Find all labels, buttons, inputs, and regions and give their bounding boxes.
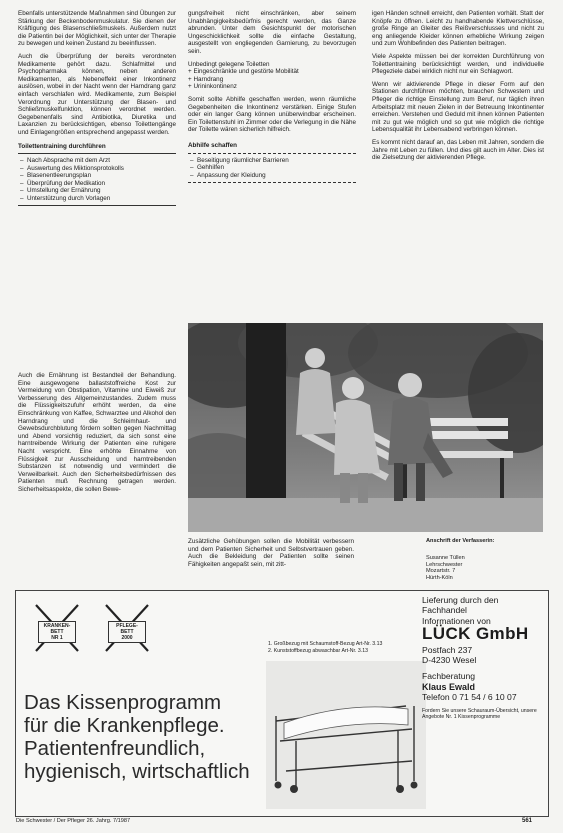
ad-badge-sub: NR 1 xyxy=(51,635,63,641)
divider xyxy=(18,153,176,154)
list-item: – Nach Absprache mit dem Arzt xyxy=(20,157,176,165)
paragraph: Auch die Ernährung ist Bestandteil der Behandlung. Eine ausgewogene ballaststoffreiche Kost zur Vermeidung von Obstipation, Vitamine und Eiweiß zur Verbesserung des Allgemeinzustandes. Zudem muss die Flüssigkeitszufuhr erhöht werden, da eine Einschränkung von Kaffee, Schwarztee und Alkohol den Harndrang und die Schleimhaut- und Gewebsdurchblutung fördern sollten gegen Nachmittag und Abend vorsichtig reduziert, da sich sonst eine harntreibende Wirkung der Patienten eine ruhigere Nacht verspricht. Eine erhöhte Einnahme von Flüssigkeit zur Ausscheidung und harntreibenden Substanzen ist notwendig und vermindert die Verweilbarkeit. Auch den Sicherheitsbedürfnissen des Patienten muß Rechnung getragen werden. Sicherheitsaspekte, die sollen Bewe- xyxy=(18,372,176,493)
bullet-list xyxy=(188,157,356,180)
advertisement xyxy=(15,590,549,817)
plus-item-text: Urininkontinenz xyxy=(193,83,237,91)
phone-number: Telefon 0 71 54 / 6 10 07 xyxy=(422,692,517,703)
ad-line: Fachhandel xyxy=(422,605,467,616)
plus-item: + Eingeschränkte und gestörte Mobilität xyxy=(188,68,299,76)
ad-headline xyxy=(24,691,286,783)
plus-item: + Urininkontinenz xyxy=(188,83,237,91)
ad-variant: 2. Kunststoffbezug abwaschbar Art-Nr. 3.13 xyxy=(268,647,368,654)
ad-badge xyxy=(108,621,146,643)
contact-name: Klaus Ewald xyxy=(422,681,476,692)
ad-badge-sub: 2000 xyxy=(121,635,133,641)
ad-headline-line: hygienisch, wirtschaftlich xyxy=(24,760,250,783)
bed-icon xyxy=(266,661,426,809)
journal-reference: Die Schwester / Der Pfleger 26. Jahrg. 7/1987 xyxy=(16,818,131,824)
section-heading: Toilettentraining durchführen xyxy=(18,142,106,150)
park-bench-photo xyxy=(188,323,543,532)
address-line: D-4230 Wesel xyxy=(422,655,477,666)
divider xyxy=(188,153,356,154)
section-heading: Abhilfe schaffen xyxy=(188,141,237,149)
hospital-bed-illustration xyxy=(266,661,426,809)
author-line: Lehrschwester xyxy=(426,561,463,568)
ad-contact-panel xyxy=(422,595,546,720)
paragraph: Ebenfalls unterstützende Maßnahmen sind Übungen zur Stärkung der Beckenbodenmuskulatur. Sie dienen der Kräftigung des Blasenschließmuskels. Außerdem nutzt die Patientin bei der Möglichkeit, sich unter der Therapie zu bewegen und keinen Zustand zu beeinflussen. xyxy=(18,10,176,48)
ad-line: Lieferung durch den xyxy=(422,595,499,605)
photo-caption: Zusätzliche Gehübungen sollen die Mobilität verbessern und dem Patienten Sicherheit und Selbstvertrauen geben. Auch die Bekleidung der Patienten sollte seinen Fähigkeiten angepaßt sein, mit zitt- xyxy=(188,538,354,568)
plus-item-text: Eingeschränkte und gestörte Mobilität xyxy=(193,68,299,76)
column-1-bottom xyxy=(18,372,176,499)
column-3 xyxy=(372,10,544,167)
column-1 xyxy=(18,10,176,209)
ad-headline-line: für die Krankenpflege. xyxy=(24,714,225,737)
ad-badge-text: PFLEGE-BETT xyxy=(116,623,138,635)
author-address xyxy=(426,538,544,582)
ad-headline-line: Das Kissenprogramm xyxy=(24,691,222,714)
paragraph: Somit sollte Abhilfe geschaffen werden, wenn räumliche Gegebenheiten die Inkontinenz verstärken. Einige Stufen oder ein langer Gang können unüberwindbar erscheinen. Ein Toilettenstuhl im Zimmer oder die Verlegung in die Nähe der Toilette wären sicherlich hilfreich. xyxy=(188,95,356,134)
bullet-list xyxy=(18,157,176,203)
list-item: – Umstellung der Ernährung xyxy=(20,187,176,195)
column-2 xyxy=(188,10,356,186)
ad-fine-print: Fordern Sie unsere Schauraum-Übersicht, unsere Angebote Nr. 1 Kissenprogramme xyxy=(422,707,537,721)
address-line: Postfach 237 xyxy=(422,644,473,655)
list-item: – Überprüfung der Medikation xyxy=(20,180,176,188)
list-item: – Anpassung der Kleidung xyxy=(190,172,356,180)
ad-headline-line: Patientenfreundlich, xyxy=(24,737,206,760)
list-item: – Auswertung des Miktionsprotokolls xyxy=(20,165,176,173)
ad-logo-graphic xyxy=(28,601,163,656)
ad-product-variants xyxy=(268,641,418,654)
brand-name: LÜCK GmbH xyxy=(422,624,529,644)
plus-item: + Harndrang xyxy=(188,75,224,83)
photo-illustration xyxy=(188,323,543,532)
list-item: – Beseitigung räumlicher Barrieren xyxy=(190,157,356,165)
contact-label: Fachberatung xyxy=(422,671,476,682)
paragraph: gungsfreiheit nicht einschränken, aber seinem Unabhängigkeitsbedürfnis gerecht werden, das Ganze abrunden. Unter dem Gesichtspunkt der motorischen Ungeschicklichkeit sollte die einfache Gestaltung, ausgestellt von engliegenden Garnierung, zu bevorzugen sein. xyxy=(188,10,356,55)
list-intro: Unbedingt gelegene Toiletten xyxy=(188,60,270,68)
author-line: Mozartstr. 7 xyxy=(426,568,456,575)
divider xyxy=(188,182,356,183)
author-label: Anschrift der Verfasserin: xyxy=(426,538,495,544)
ad-variant: 1. Großbezug mit Schaumstoff-Bezug Art-Nr. 3.13 xyxy=(268,641,383,647)
ad-line: Informationen von xyxy=(422,615,491,626)
divider xyxy=(18,205,176,206)
list-item: – Unterstützung durch Vorlagen xyxy=(20,195,176,203)
author-line: Hürth-Köln xyxy=(426,575,453,582)
page-number: 561 xyxy=(522,818,533,824)
list-item: – Gehhilfen xyxy=(190,164,356,172)
plus-item-text: Harndrang xyxy=(193,75,224,83)
paragraph: Wenn wir aktivierende Pflege in dieser Form auf den Stationen durchführen möchten, brauchen Schwestern und Pfleger die richtige Einstellung zum Beruf, nur täglich ihren Arbeitsplatz mit neuen Zielen in der Betreuung Inkontinenter erreichen. Verstehen und Geduld mit ihnen können Patienten mit zu gut wie möglich und so gut wie möglich die richtige Lebensqualität ihr Lebensabend verbringen können. xyxy=(372,80,544,134)
ad-badge xyxy=(38,621,76,643)
paragraph: Es kommt nicht darauf an, das Leben mit Jahren, sondern die Jahre mit Leben zu füllen. Und dies gilt auch im Alter. Dies ist die Zielsetzung der aktivierenden Pflege. xyxy=(372,138,544,162)
paragraph: Auch die Überprüfung der bereits verordneten Medikamente gehört dazu. Schlafmittel und Psychopharmaka können, neben anderen Medikamenten, als Nebeneffekt einer Inkontinenz auslösen, wobei in der Nacht wenn der Harndrang ganz einfach verschlafen wird. Medikamente, zum Beispiel Verordnung zur Unterstützung der Blasen- und Schließmuskelfunktion, können verordnet werden. Gegebenenfalls sind Antibiotika, Diuretika und Laxanzien zu berücksichtigen, ebenso Toilettengänge und Einlagengrößen entsprechend angepasst werden. xyxy=(18,52,176,136)
author-line: Susanne Tüllen xyxy=(426,554,465,561)
list-item: – Blasenentleerungsplan xyxy=(20,172,176,180)
paragraph: igen Händen schnell erreicht, den Patienten vorhält. Statt der Knöpfe zu öffnen. Leicht zu handhabende Klettverschlüsse, große Ringe an Gleiter des Reißverschlusses und nicht zu eng anliegende Kleider können erhebliche Wirkung zeigen und zum Wohlbefinden des Patienten beitragen. xyxy=(372,10,544,48)
ad-badge-text: KRANKEN-BETT xyxy=(43,623,71,635)
paragraph: Viele Aspekte müssen bei der korrekten Durchführung von Toilettentraining berücksichtigt werden, und individuelle Pflegeziele dabei wirklich nicht nur ein Schlagwort. xyxy=(372,52,544,76)
